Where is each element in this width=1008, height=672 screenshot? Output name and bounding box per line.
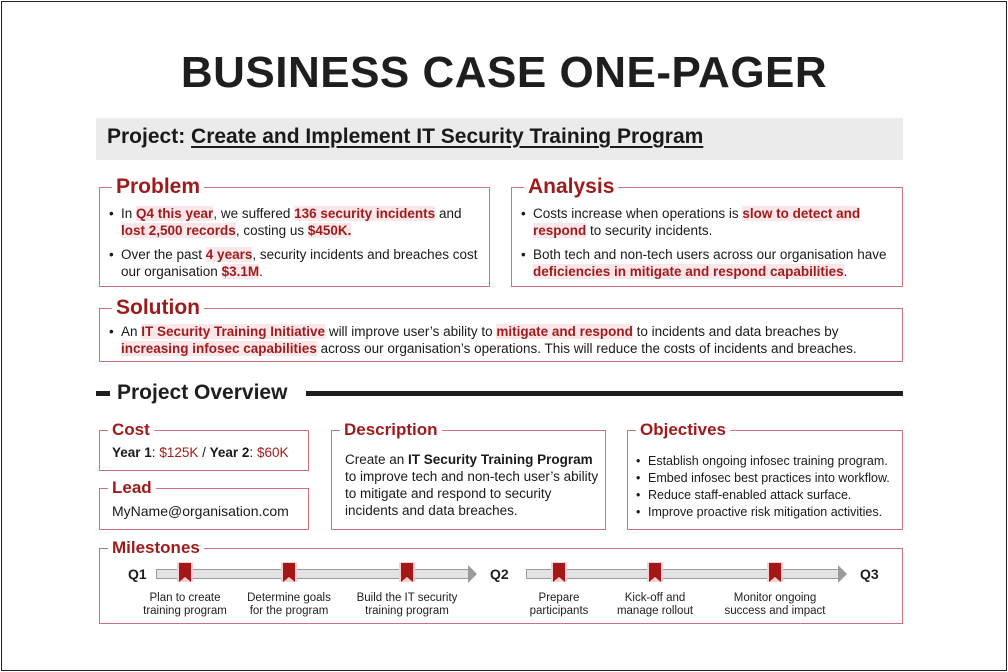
problem-bullet-2: • Over the past 4 years, security incidents and breaches cost our organisation $3.1M. xyxy=(109,246,479,280)
milestone-q2-label: Q2 xyxy=(490,566,509,582)
analysis-bullet-1: • Costs increase when operations is slow to detect and respond to security incidents. xyxy=(521,205,895,239)
cost-title: Cost xyxy=(108,421,154,438)
milestone-q3-label: Q3 xyxy=(860,566,879,582)
objective-item: • Embed infosec best practices into workflow. xyxy=(636,470,898,487)
objectives-title: Objectives xyxy=(636,421,730,438)
project-bar xyxy=(96,118,903,160)
lead-title: Lead xyxy=(108,479,156,496)
solution-bullet-1: • An IT Security Training Initiative will improve user’s ability to mitigate and respond to incidents and data breaches by increasing infosec capabilities across our organisation’s operations. This will reduce the costs of incidents and breaches. xyxy=(109,323,894,357)
milestones-title: Milestones xyxy=(108,539,204,556)
description-text: Create an IT Security Training Program to improve tech and non-tech user’s ability to mitigate and respond to security incidents and data breaches. xyxy=(345,452,599,518)
solution-title: Solution xyxy=(112,297,204,318)
lead-email: MyName@organisation.com xyxy=(112,503,289,519)
description-title: Description xyxy=(340,421,442,438)
timeline-arrow-2 xyxy=(526,569,838,579)
cost-value: Year 1: $125K / Year 2: $60K xyxy=(112,445,289,460)
milestone-caption: Plan to create training program xyxy=(143,592,227,617)
objective-item: • Improve proactive risk mitigation activities. xyxy=(636,504,898,521)
problem-title: Problem xyxy=(112,176,204,197)
objectives-list xyxy=(636,453,898,521)
analysis-title: Analysis xyxy=(524,176,618,197)
milestone-caption: Determine goals for the program xyxy=(247,592,331,617)
timeline-arrow-1 xyxy=(156,569,468,579)
analysis-bullet-2: • Both tech and non-tech users across our organisation have deficiencies in mitigate and respond capabilities. xyxy=(521,246,895,280)
overview-divider-left xyxy=(96,391,110,396)
problem-bullet-1: • In Q4 this year, we suffered 136 security incidents and lost 2,500 records, costing us $450K. xyxy=(109,205,479,239)
objective-item: • Reduce staff-enabled attack surface. xyxy=(636,487,898,504)
milestone-caption: Prepare participants xyxy=(529,592,589,617)
objective-item: • Establish ongoing infosec training program. xyxy=(636,453,898,470)
milestone-marker-icon xyxy=(177,562,193,586)
cost-box xyxy=(99,420,309,471)
overview-title: Project Overview xyxy=(117,381,288,404)
milestone-caption: Monitor ongoing success and impact xyxy=(724,592,826,617)
milestone-caption: Build the IT security training program xyxy=(356,592,458,617)
milestone-caption: Kick-off and manage rollout xyxy=(616,592,694,617)
problem-box xyxy=(99,175,490,287)
milestone-marker-icon xyxy=(647,562,663,586)
page-title: BUSINESS CASE ONE-PAGER xyxy=(180,48,828,97)
objectives-box xyxy=(627,420,903,530)
milestone-marker-icon xyxy=(281,562,297,586)
analysis-box xyxy=(511,175,903,287)
overview-divider-right xyxy=(306,391,903,396)
milestone-marker-icon xyxy=(767,562,783,586)
project-name: Create and Implement IT Security Training Program xyxy=(191,125,704,148)
milestone-marker-icon xyxy=(551,562,567,586)
solution-box xyxy=(99,296,903,362)
milestone-marker-icon xyxy=(399,562,415,586)
lead-box xyxy=(99,478,309,530)
project-label: Project: xyxy=(107,125,186,148)
milestone-q1-label: Q1 xyxy=(128,566,147,582)
description-box xyxy=(331,420,606,530)
